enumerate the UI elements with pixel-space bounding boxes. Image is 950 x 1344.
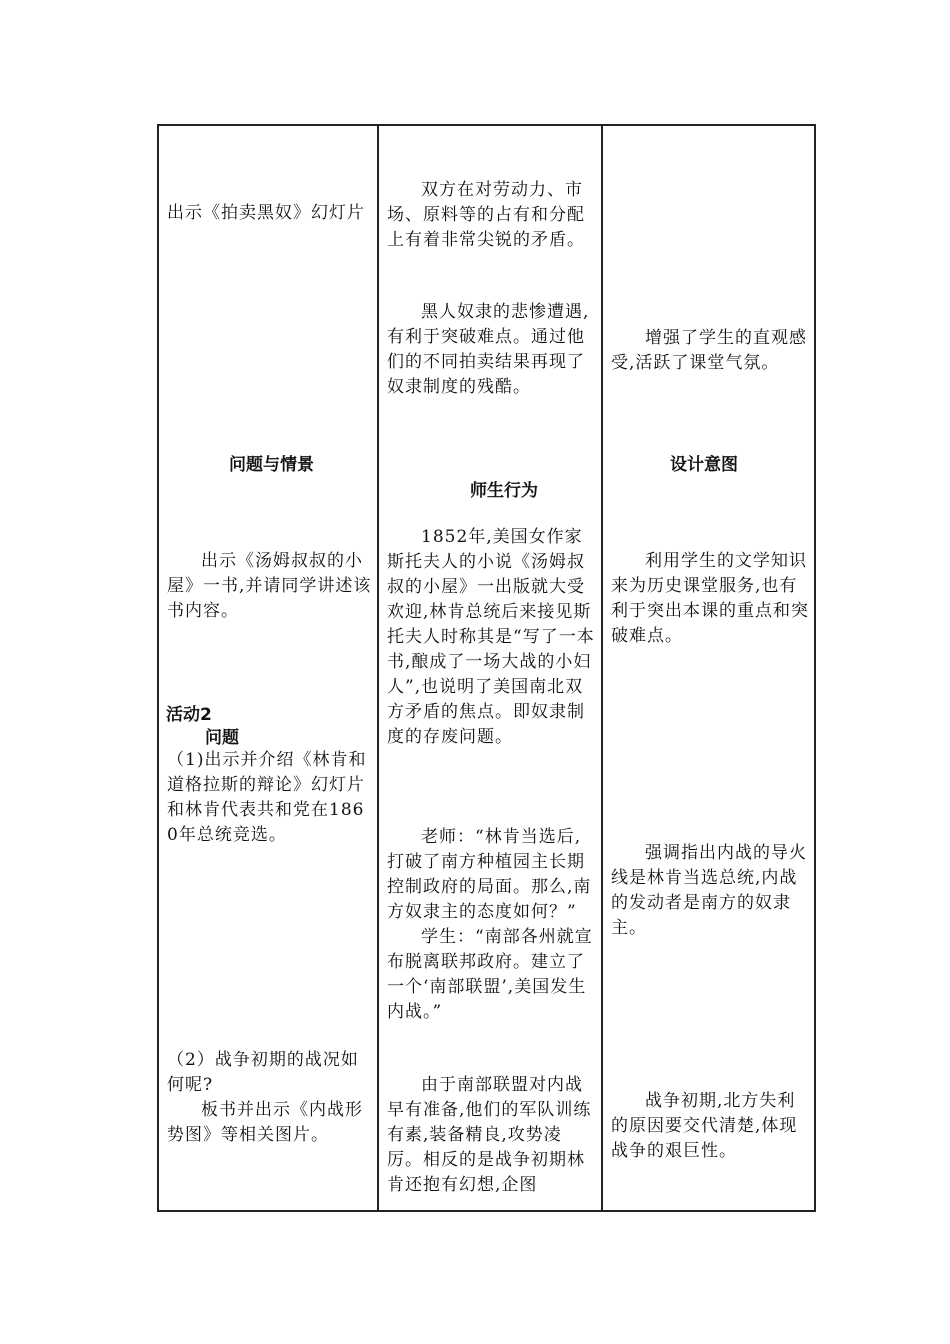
col1-slide-auction: 出示《拍卖黑奴》幻灯片 — [167, 203, 365, 223]
col3-intuitive: 增强了学生的直观感受,活跃了课堂气氛。 — [611, 328, 807, 373]
column-divider — [377, 126, 379, 1210]
col2-slaves: 黑人奴隶的悲惨遭遇,有利于突破难点。通过他们的不同拍卖结果再现了奴隶制度的残酷。 — [387, 302, 590, 397]
col3-literature: 利用学生的文学知识来为历史课堂服务,也有利于突出本课的重点和突破难点。 — [611, 551, 809, 646]
col3-early-war: 战争初期,北方失利的原因要交代清楚,体现战争的艰巨性。 — [611, 1091, 798, 1161]
activity-label: 活动2 — [166, 705, 212, 725]
col1-q2: （2）战争初期的战况如何呢? 板书并出示《内战形势图》等相关图片。 — [167, 1050, 363, 1145]
header-col2: 师生行为 — [470, 481, 538, 501]
col1-uncle-tom: 出示《汤姆叔叔的小屋》一书,并请同学讲述该书内容。 — [167, 551, 372, 621]
col2-dialogue: 老师：“林肯当选后,打破了南方种植园主长期控制政府的局面。那么,南方奴隶主的态度如何？” 学生：“南部各州就宣布脱离联邦政府。建立了一个‘南部联盟’,美国发生内战。” — [387, 827, 593, 1022]
col2-war-start: 由于南部联盟对内战早有准备,他们的军队训练有素,装备精良,攻势凌厉。相反的是战争初期林肯还抱有幻想,企图 — [387, 1075, 592, 1195]
col3-fuse: 强调指出内战的导火线是林肯当选总统,内战的发动者是南方的奴隶主。 — [611, 843, 807, 938]
col2-novel: 1852年,美国女作家斯托夫人的小说《汤姆叔叔的小屋》一出版就大受欢迎,林肯总统后来接见斯托夫人时称其是“写了一本书,酿成了一场大战的小妇人”,也说明了美国南北双方矛盾的焦点。即奴隶制度的存废问题。 — [387, 527, 595, 747]
question-label: 问题 — [205, 728, 239, 748]
column-divider — [601, 126, 603, 1210]
header-col3: 设计意图 — [670, 455, 738, 475]
col1-q1: （1)出示并介绍《林肯和道格拉斯的辩论》幻灯片和林肯代表共和党在1860年总统竞选。 — [167, 750, 367, 845]
col2-conflict: 双方在对劳动力、市场、原料等的占有和分配上有着非常尖锐的矛盾。 — [387, 180, 585, 250]
header-col1: 问题与情景 — [229, 455, 314, 475]
